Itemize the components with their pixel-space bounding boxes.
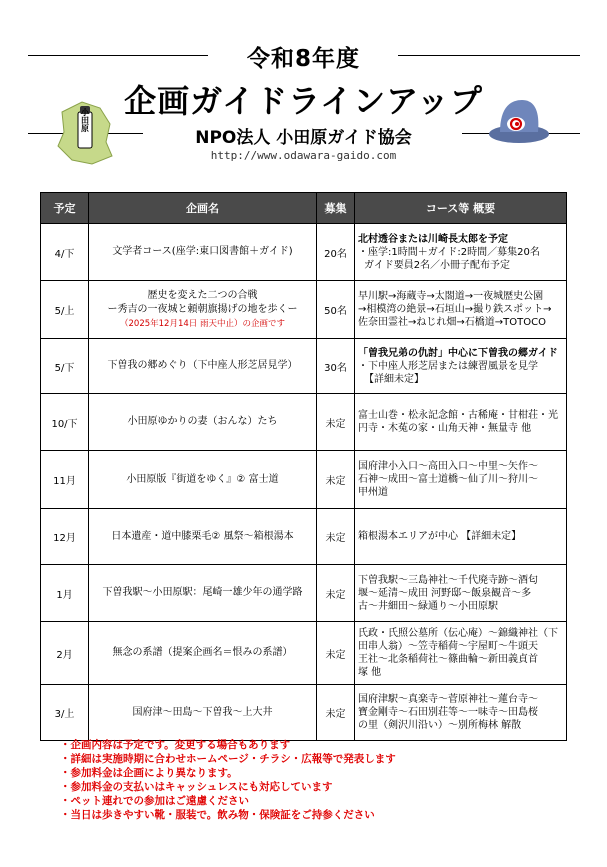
row-course [355,339,567,394]
table-row [41,394,567,451]
row-capacity: 未定 [317,685,355,741]
row-date: 3/上 [41,685,89,741]
course-highlight: 北村透谷または川崎長太郎を予定 [358,233,508,245]
row-date: 11月 [41,451,89,509]
year-title: 令和8年度 [246,46,360,72]
plan-line: 文学者コース(座学:東口図書館＋ガイド) [112,246,293,257]
table-row [41,622,567,685]
row-date: 5/下 [41,339,89,394]
row-capacity: 30名 [317,339,355,394]
table-header-row [41,193,567,224]
row-date: 10/下 [41,394,89,451]
row-course [355,281,567,339]
row-plan [89,509,317,565]
main-title: 企画ガイドラインアップ [124,82,483,120]
note-item: ・参加料金は企画により異なります。 [60,767,238,779]
row-date: 5/上 [41,281,89,339]
course-line: 塚 他 [358,667,382,678]
row-plan [89,394,317,451]
course-line: 古～井細田～緑通り～小田原駅 [358,600,498,612]
row-date: 1月 [41,565,89,622]
row-plan [89,224,317,281]
course-line: 早川駅→海蔵寺→太閤道→一夜城歴史公園 [358,291,544,302]
plan-line: 小田原版『街道をゆく』② 富士道 [126,473,279,485]
row-course [355,224,567,281]
row-capacity: 50名 [317,281,355,339]
row-plan [89,685,317,741]
plan-line: ー秀吉の一夜城と頼朝旗揚げの地を歩くー [107,303,298,315]
note-item: ・参加料金の支払いはキャッシュレスにも対応しています [60,781,333,793]
odawara-map-mascot-icon [52,98,118,170]
course-line: 甲州道 [358,487,388,498]
row-date: 12月 [41,509,89,565]
plan-line: 小田原ゆかりの妻（おんな）たち [127,416,278,427]
plan-line: 歴史を変えた二つの合戦 [147,289,258,301]
row-course [355,509,567,565]
plan-line: 下曽我駅～小田原駅：尾崎一雄少年の通学路 [102,587,303,598]
course-line: 富士山巻・松永記念館・古稀庵・甘柑荘・光 [358,410,558,421]
note-item: ・当日は歩きやすい靴・服装で。飲み物・保険証をご持参ください [60,809,375,821]
row-capacity: 未定 [317,451,355,509]
course-line: ・座学:1時間＋ガイド:2時間／募集20名 [358,246,540,258]
note-item: ・詳細は実施時期に合わせホームページ・チラシ・広報等で発表します [60,753,396,765]
table-row [41,565,567,622]
row-plan [89,339,317,394]
course-line: 田串人翁）～笠寺稲荷～宇屋町～牛頭天 [358,641,538,652]
plan-line: 無念の系譜（提案企画名＝恨みの系譜） [112,647,293,658]
header-course: コース等 概要 [355,193,567,224]
course-highlight: 「曽我兄弟の仇討」中心に下曽我の郷ガイド [358,347,558,359]
row-capacity: 20名 [317,224,355,281]
row-course [355,394,567,451]
course-line: 王社～北条稲荷社～篠曲輪～新田義貞首 [358,654,538,665]
course-line: 下曽我駅～三島神社～千代廃寺跡～酒匂 [358,574,538,586]
course-line: ・下中座人形芝居または練習風景を見学 [358,360,538,372]
header-capacity: 募集 [317,193,355,224]
row-plan [89,451,317,509]
row-capacity: 未定 [317,622,355,685]
row-course [355,685,567,741]
course-line: 佐奈田霊社→ねじれ畑→石橋道→TOTOCO [358,317,546,328]
plan-line: 国府津～田島～下曽我～上大井 [132,706,273,718]
plan-note: （2025年12月14日 雨天中止）の企画です [120,318,285,329]
course-line: 寶金剛寺～石田別荘等～一味寺～田島桜 [358,707,538,718]
course-line: 箱根湯本エリアが中心 【詳細未定】 [358,531,522,542]
course-line: 国府津小入口～高田入口～中里～矢作～ [358,461,538,472]
row-date: 2月 [41,622,89,685]
course-line: 【詳細未定】 [364,373,424,385]
note-item: ・企画内容は予定です。変更する場合もあります [60,739,291,751]
course-line: →相模湾の絶景→石垣山→撮り鉄スポット→ [358,304,552,315]
row-course [355,451,567,509]
row-plan [89,281,317,339]
course-line: の里（剣沢川沿い）～別所梅林 解散 [358,720,522,731]
header-plan: 企画名 [89,193,317,224]
course-line: 堰～延清～成田 河野邸～飯泉観音～多 [358,587,532,599]
table-row [41,451,567,509]
course-line: 石神～成田～富士道橋～仙了川～狩川～ [358,474,538,485]
plan-line: 日本遺産・道中膝栗毛② 風祭～箱根湯本 [111,530,294,542]
row-date: 4/下 [41,224,89,281]
guide-hat-icon [486,92,552,148]
table-row [41,685,567,741]
row-course [355,565,567,622]
notes-list [60,738,396,822]
course-line: 円寺・木菟の家・山角天神・無量寺 他 [358,423,532,434]
row-capacity: 未定 [317,565,355,622]
course-line: ガイド要員2名／小冊子配布予定 [364,259,511,271]
course-line: 氏政・氏照公墓所（伝心庵）～錦織神社（下 [358,628,558,639]
table-row [41,224,567,281]
website-url[interactable]: http://www.odawara-gaido.com [210,149,397,162]
course-line: 国府津駅～真楽寺～菅原神社～蓮台寺～ [358,694,538,705]
plan-line: 下曽我の郷めぐり（下中座人形芝居見学） [107,360,298,371]
row-course [355,622,567,685]
row-capacity: 未定 [317,394,355,451]
mascot-label: 小田原 [80,108,90,132]
row-plan [89,565,317,622]
row-plan [89,622,317,685]
header-date: 予定 [41,193,89,224]
row-capacity: 未定 [317,509,355,565]
note-item: ・ペット連れでの参加はご遠慮ください [60,795,249,807]
table-row [41,509,567,565]
org-name: NPO法人 小田原ガイド協会 [195,128,412,148]
table-row [41,281,567,339]
schedule-table [40,192,567,741]
table-row [41,339,567,394]
